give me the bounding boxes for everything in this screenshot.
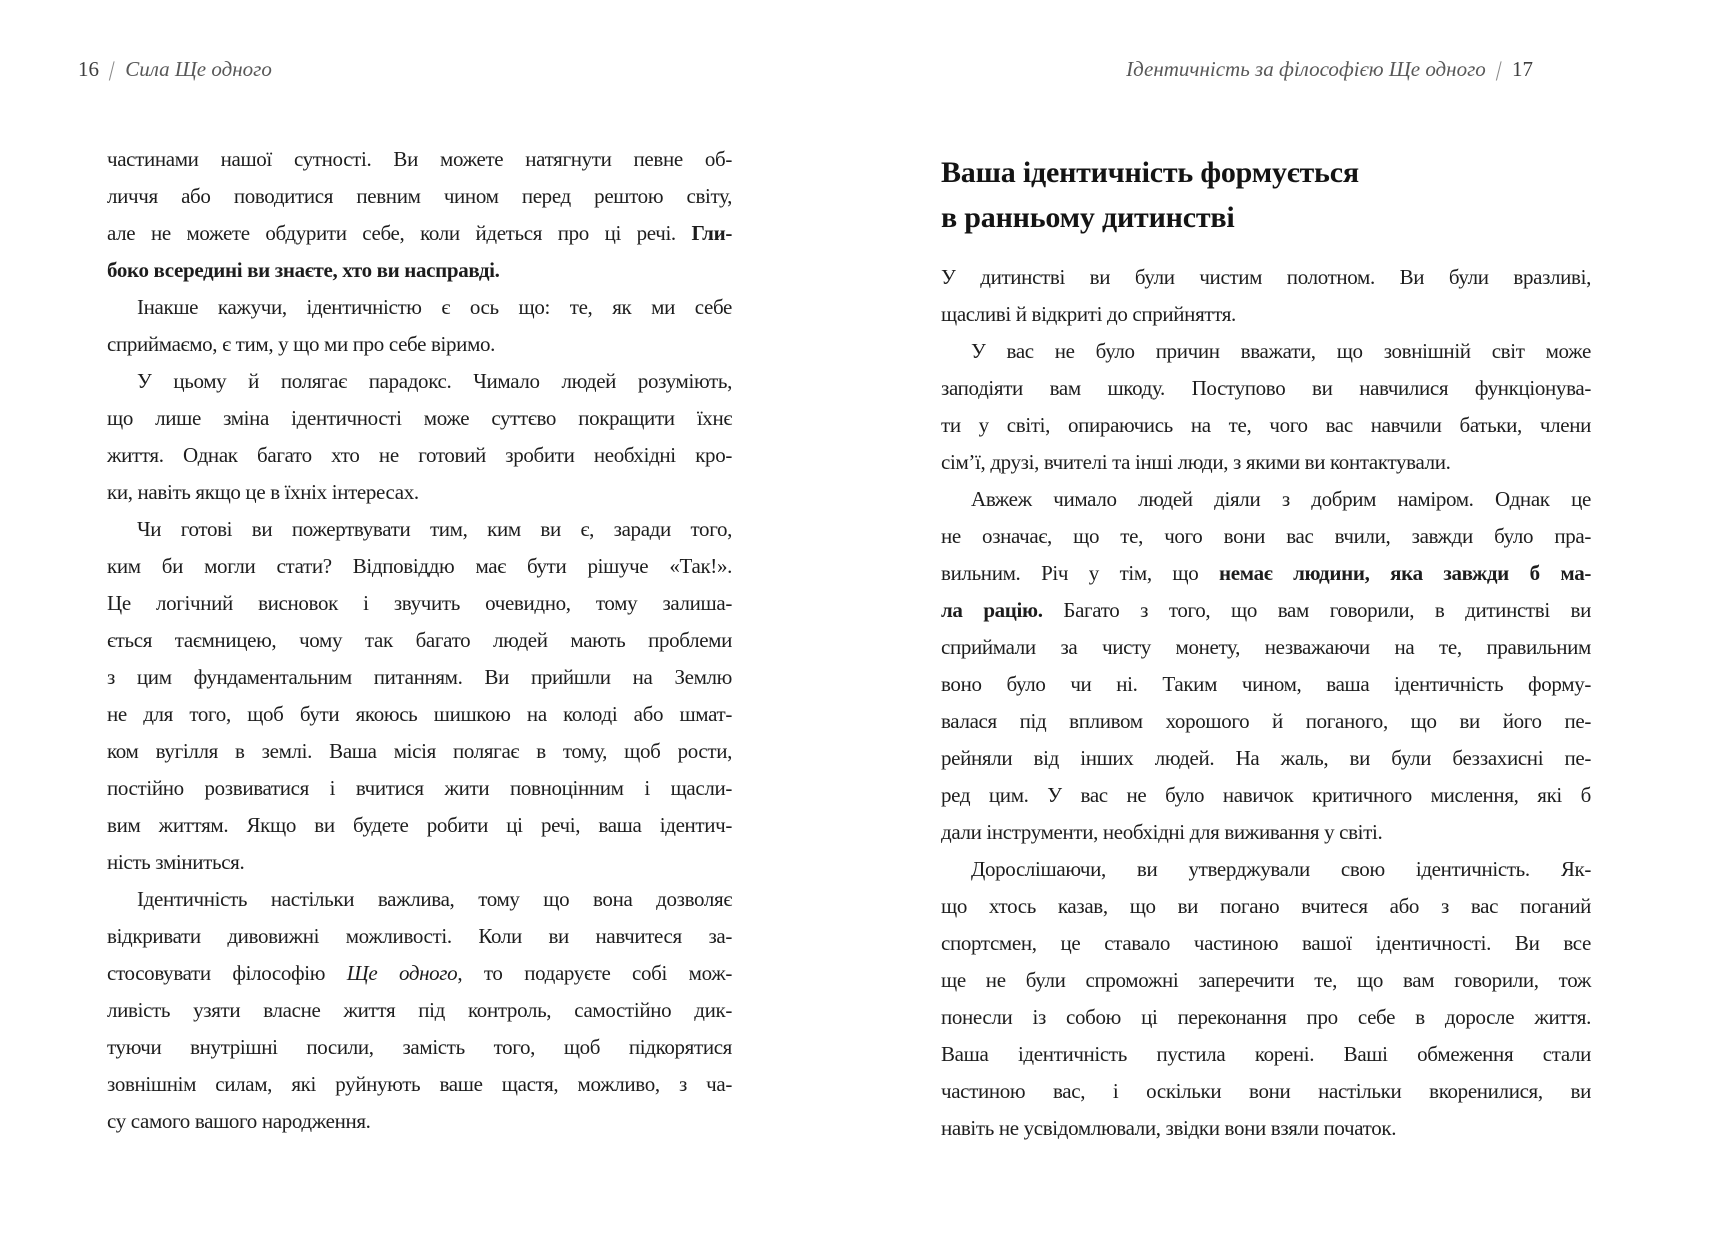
page-body-right (941, 150, 1591, 1147)
text-line (107, 955, 732, 992)
running-title-left: Сила Ще одного (125, 57, 272, 81)
text-segment: Чи готові ви пожертвувати тим, ким ви є, заради того, (137, 517, 732, 541)
paragraph (941, 851, 1591, 1147)
text-segment: ність зміниться. (107, 850, 245, 874)
page-body-left (107, 141, 732, 1140)
text-line (107, 585, 732, 622)
text-segment: Ще одного (346, 961, 458, 985)
text-line (107, 881, 732, 918)
text-line (107, 178, 732, 215)
section-heading (941, 150, 1591, 240)
text-column-right (941, 259, 1591, 1147)
text-line (941, 666, 1591, 703)
text-segment: ливість узяти власне життя під контроль, самостійно дик- (107, 998, 732, 1022)
text-line (941, 777, 1591, 814)
running-header-left (78, 57, 272, 82)
header-separator-left: | (107, 57, 118, 81)
text-segment: вим життям. Якщо ви будете робити ці речі, ваша ідентич- (107, 813, 732, 837)
text-segment: ки, навіть якщо це в їхніх інтересах. (107, 480, 419, 504)
text-line (107, 215, 732, 252)
text-line (107, 1066, 732, 1103)
text-segment: У цьому й полягає парадокс. Чимало людей розуміють, (137, 369, 732, 393)
paragraph (941, 481, 1591, 851)
text-line (941, 555, 1591, 592)
text-segment: але не можете обдурити себе, коли йдеться про ці речі. (107, 221, 692, 245)
text-segment: Ідентичність настільки важлива, тому що вона дозволяє (137, 887, 732, 911)
text-segment: вильним. Річ у тім, що (941, 561, 1220, 585)
text-segment: ред цим. У вас не було навичок критичного мислення, які б (941, 783, 1591, 807)
page-number-left: 16 (78, 57, 99, 81)
text-line (941, 333, 1591, 370)
text-line (941, 962, 1591, 999)
paragraph (107, 363, 732, 511)
text-segment: У вас не було причин вважати, що зовнішній світ може (971, 339, 1591, 363)
text-line (107, 400, 732, 437)
paragraph (107, 141, 732, 289)
text-line (107, 289, 732, 326)
text-line (107, 437, 732, 474)
text-segment: ється таємницею, чому так багато людей мають проблеми (107, 628, 732, 652)
text-line (107, 844, 732, 881)
text-line (941, 296, 1591, 333)
text-line (941, 481, 1591, 518)
text-segment: ще не були спроможні заперечити те, що вам говорили, тож (941, 968, 1591, 992)
text-line (941, 851, 1591, 888)
text-segment: немає людини, яка завжди б ма- (1219, 561, 1591, 585)
text-segment: Дорослішаючи, ви утверджували свою ідентичність. Як- (971, 857, 1591, 881)
text-segment: туючи внутрішні посили, замість того, щоб підкорятися (107, 1035, 732, 1059)
text-segment: що хтось казав, що ви погано вчитеся або з вас поганий (941, 894, 1591, 918)
running-header-right (1126, 57, 1533, 82)
paragraph (107, 289, 732, 363)
text-segment: валася під впливом хорошого й поганого, що ви його пе- (941, 709, 1591, 733)
text-segment: не означає, що те, чого вони вас вчили, завжди було пра- (941, 524, 1591, 548)
text-line (107, 992, 732, 1029)
header-separator-right: | (1493, 57, 1505, 81)
text-line (941, 925, 1591, 962)
text-line (941, 1073, 1591, 1110)
text-segment: життя. Однак багато хто не готовий зробити необхідні кро- (107, 443, 732, 467)
text-segment: ти у світі, опираючись на те, чого вас навчили батьки, члени (941, 413, 1591, 437)
text-line (107, 1103, 732, 1140)
text-segment: частинами нашої сутності. Ви можете натягнути певне об- (107, 147, 732, 171)
text-segment: стосовувати філософію (107, 961, 347, 985)
text-segment: відкривати дивовижні можливості. Коли ви навчитеся за- (107, 924, 732, 948)
text-segment: Авжеж чимало людей діяли з добрим наміром. Однак це (971, 487, 1591, 511)
text-segment: спортсмен, це ставало частиною вашої ідентичності. Ви все (941, 931, 1591, 955)
text-segment: ким би могли стати? Відповіддю має бути рішуче «Так!». (107, 554, 732, 578)
text-line (941, 740, 1591, 777)
text-segment: ла рацію. (941, 598, 1043, 622)
text-line (941, 407, 1591, 444)
text-line (941, 999, 1591, 1036)
text-line (107, 511, 732, 548)
text-line (107, 326, 732, 363)
text-line (941, 814, 1591, 851)
text-line (941, 629, 1591, 666)
text-line (107, 659, 732, 696)
text-line (107, 548, 732, 585)
text-segment: не для того, щоб бути якоюсь шишкою на колоді або шмат- (107, 702, 732, 726)
text-line (107, 1029, 732, 1066)
text-segment: рейняли від інших людей. На жаль, ви були беззахисні пе- (941, 746, 1591, 770)
text-segment: постійно розвиватися і вчитися жити повноцінним і щасли- (107, 776, 732, 800)
running-title-right: Ідентичність за філософією Ще одного (1126, 57, 1486, 81)
text-segment: понесли із собою ці переконання про себе в доросле життя. (941, 1005, 1591, 1029)
text-segment: заподіяти вам шкоду. Поступово ви навчилися функціонува- (941, 376, 1591, 400)
text-segment: сім’ї, друзі, вчителі та інші люди, з якими ви контактували. (941, 450, 1451, 474)
paragraph (941, 333, 1591, 481)
text-line (107, 474, 732, 511)
text-segment: сприймаємо, є тим, у що ми про себе віримо. (107, 332, 496, 356)
text-segment: Гли- (691, 221, 732, 245)
text-segment: Ваша ідентичність пустила корені. Ваші обмеження стали (941, 1042, 1591, 1066)
text-line (941, 518, 1591, 555)
text-line (941, 444, 1591, 481)
text-line (107, 733, 732, 770)
text-segment: частиною вас, і оскільки вони настільки вкоренилися, ви (941, 1079, 1591, 1103)
text-line (941, 703, 1591, 740)
text-line (941, 370, 1591, 407)
text-line (107, 363, 732, 400)
text-segment: навіть не усвідомлювали, звідки вони взяли початок. (941, 1116, 1397, 1140)
text-segment: що лише зміна ідентичності може суттєво покращити їхнє (107, 406, 732, 430)
text-segment: воно було чи ні. Таким чином, ваша ідентичність форму- (941, 672, 1591, 696)
text-segment: Це логічний висновок і звучить очевидно, тому залиша- (107, 591, 732, 615)
page-number-right: 17 (1512, 57, 1533, 81)
text-segment: ком вугілля в землі. Ваша місія полягає в тому, щоб рости, (107, 739, 732, 763)
text-segment: , то подаруєте собі мож- (457, 961, 733, 985)
section-heading-line-1: Ваша ідентичність формується (941, 156, 1359, 189)
text-segment: сприймали за чисту монету, незважаючи на те, правильним (941, 635, 1591, 659)
text-segment: щасливі й відкриті до сприйняття. (941, 302, 1236, 326)
text-segment: боко всередині ви знаєте, хто ви насправді. (107, 258, 500, 282)
text-line (107, 622, 732, 659)
text-segment: Інакше кажучи, ідентичністю є ось що: те, як ми себе (137, 295, 732, 319)
paragraph (107, 881, 732, 1140)
text-line (941, 1036, 1591, 1073)
text-segment: зовнішнім силам, які руйнують ваше щастя, можливо, з ча- (107, 1072, 732, 1096)
text-line (941, 888, 1591, 925)
text-line (107, 770, 732, 807)
text-segment: личчя або поводитися певним чином перед рештою світу, (107, 184, 732, 208)
section-heading-line-2: в ранньому дитинстві (941, 201, 1235, 234)
text-line (107, 141, 732, 178)
text-segment: У дитинстві ви були чистим полотном. Ви були вразливі, (941, 265, 1591, 289)
text-segment: су самого вашого народження. (107, 1109, 371, 1133)
text-line (107, 807, 732, 844)
text-line (107, 696, 732, 733)
text-segment: Багато з того, що вам говорили, в дитинстві ви (1042, 598, 1591, 622)
text-line (941, 1110, 1591, 1147)
text-line (107, 252, 732, 289)
paragraph (941, 259, 1591, 333)
text-line (107, 918, 732, 955)
text-column-left (107, 141, 732, 1140)
text-segment: з цим фундаментальним питанням. Ви прийшли на Землю (107, 665, 732, 689)
text-segment: дали інструменти, необхідні для виживання у світі. (941, 820, 1383, 844)
text-line (941, 592, 1591, 629)
text-line (941, 259, 1591, 296)
paragraph (107, 511, 732, 881)
